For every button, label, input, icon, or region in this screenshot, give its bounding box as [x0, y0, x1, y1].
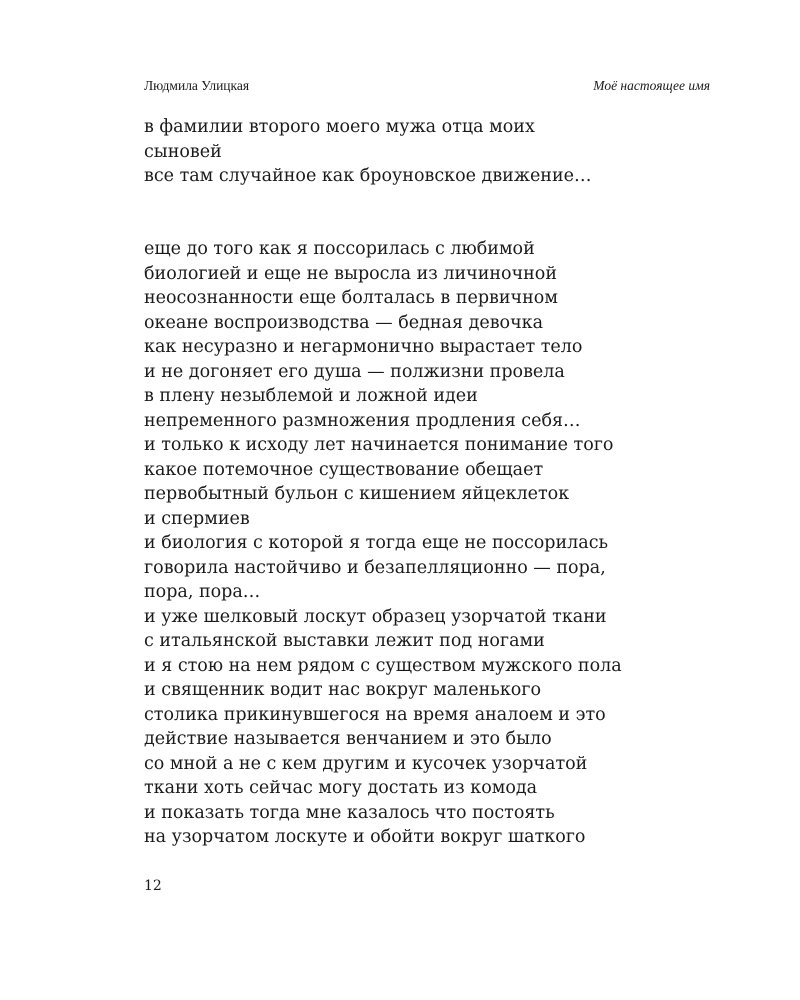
- text-line: еще до того как я поссорилась с любимой: [144, 239, 535, 259]
- text-line: все там случайное как броуновское движение…: [144, 166, 592, 186]
- text-line: и я стою на нем рядом с существом мужского пола: [144, 655, 622, 676]
- text-line: первобытный бульон с кишением яйцеклеток: [144, 484, 570, 504]
- text-line: говорила настойчиво и безапелляционно — пора,: [144, 557, 606, 578]
- text-line: и спермиев: [144, 508, 250, 529]
- text-line: и уже шелковый лоскут образец узорчатой ткани: [144, 606, 607, 627]
- text-line: биологией и еще не выросла из личиночной: [144, 263, 558, 284]
- stanza-1: [144, 115, 724, 189]
- text-line: какое потемочное существование обещает: [144, 459, 544, 480]
- text-line: и не догоняет его душа — полжизни провела: [144, 361, 565, 382]
- text-line: и биология с которой я тогда еще не поссорилась: [144, 533, 609, 553]
- text-line: и священник водит нас вокруг маленького: [144, 680, 542, 700]
- text-line: в фамилии второго моего мужа отца моих: [144, 117, 535, 137]
- stanza-2: [144, 237, 724, 850]
- text-line: столика прикинувшегося на время аналоем и это: [144, 704, 606, 725]
- text-line: сыновей: [144, 141, 222, 162]
- page-number: 12: [144, 878, 162, 894]
- text-line: действие называется венчанием и это было: [144, 729, 552, 749]
- text-line: с итальянской выставки лежит под ногами: [144, 631, 545, 651]
- text-line: со мной а не с кем другим и кусочек узорчатой: [144, 753, 588, 774]
- text-line: и только к исходу лет начинается понимание того: [144, 435, 614, 455]
- text-line: непременного размножения продления себя…: [144, 410, 581, 431]
- text-line: пора, пора…: [144, 582, 261, 602]
- text-line: на узорчатом лоскуте и обойти вокруг шаткого: [144, 827, 586, 847]
- text-line: ткани хоть сейчас могу достать из комода: [144, 778, 538, 798]
- text-line: в плену незыблемой и ложной идеи: [144, 386, 478, 406]
- running-head-author: Людмила Улицкая: [144, 78, 250, 93]
- text-line: неосознанности еще болталась в первичном: [144, 288, 558, 308]
- text-line: как несуразно и негармонично вырастает тело: [144, 337, 583, 357]
- running-head: [144, 76, 710, 96]
- text-line: и показать тогда мне казалось что постоять: [144, 802, 555, 823]
- running-head-book-title: Моё настоящее имя: [593, 78, 710, 93]
- text-line: океане воспроизводства — бедная девочка: [144, 312, 544, 333]
